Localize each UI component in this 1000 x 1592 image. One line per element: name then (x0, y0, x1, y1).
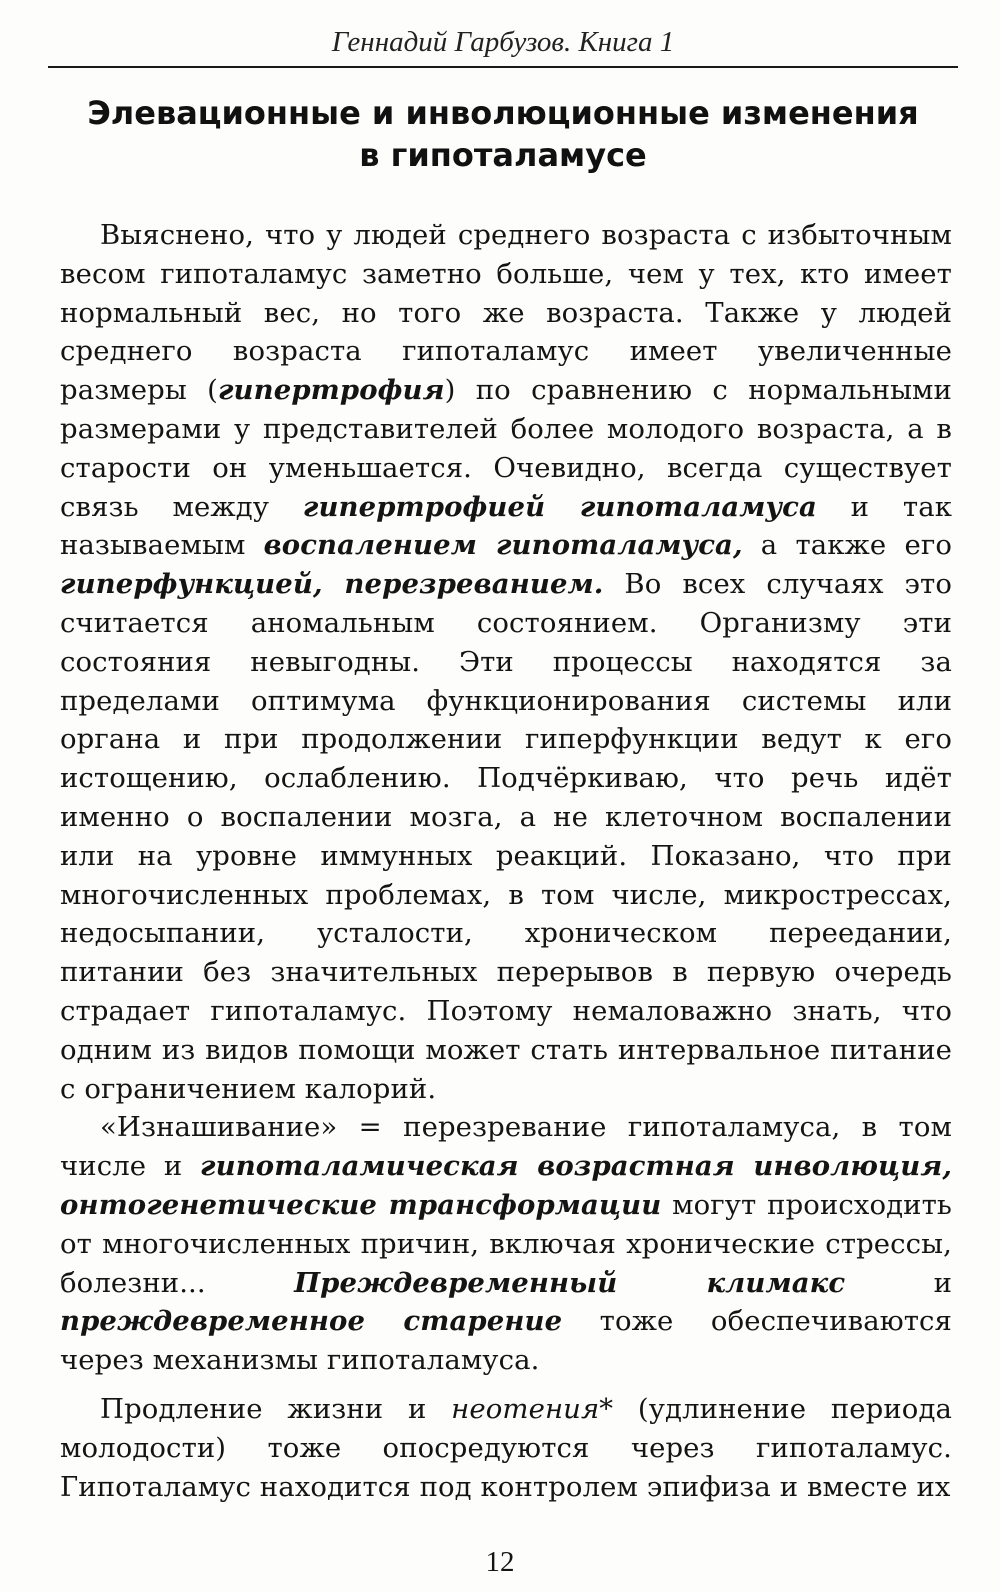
paragraph-1 (60, 216, 952, 1108)
page-number: 12 (485, 1546, 515, 1578)
emphasis-term: гипертрофией гипоталамуса (302, 490, 817, 523)
text-run: Выяснено, что у людей среднего возраста с избыточным весом гипоталамус заметно больше, чем у тех, кто имеет нормальный вес, но того же возраста. Также у людей среднего возраста гипоталамус имеет увеличенные размеры ( (60, 219, 952, 407)
text-run: и (845, 1266, 952, 1299)
emphasis-term: воспалением гипоталамуса, (263, 529, 743, 562)
text-run: Продление жизни и (100, 1392, 452, 1425)
paragraph-3 (60, 1390, 952, 1506)
emphasis-term: преждевременное старение (60, 1305, 563, 1338)
text-run: (удлинение периода молодости) тоже опосредуются через гипоталамус. Гипоталамус находится под контролем эпифиза и вместе их (60, 1392, 952, 1503)
section-title-line-1: Элевационные и инволюционные изменения (87, 94, 919, 132)
section-title-line-2: в гипоталамусе (359, 136, 647, 174)
text-run: а также его (742, 529, 952, 562)
text-run: «Изнашивание» = перезревание гипоталамуса, в том числе и (60, 1111, 952, 1183)
text-run: Во всех случаях это считается аномальным состоянием. Организму эти состояния невыгодны. Эти процессы находятся за пределами оптимума функционирования системы или органа и при продолжении гиперфункции ведут к его истощению, ослаблению. Подчёркиваю, что речь идёт именно о воспалении мозга, а не клеточном воспалении или на уровне иммунных реакций. Показано, что при многочисленных проблемах, в том числе, микрострессах, недосыпании, усталости, хроническом переедании, питании без значительных перерывов в первую очередь страдает гипоталамус. Поэтому немаловажно знать, что одним из видов помощи может стать интервальное питание с ограничением калорий. (60, 568, 952, 1105)
paragraph-2 (60, 1108, 952, 1380)
text-run: ) по сравнению с нормальными размерами у представителей более молодого возраста, а в старости он уменьшается. Очевидно, всегда существует связь между (60, 374, 952, 523)
emphasis-term: гипертрофия (217, 374, 445, 407)
body-text (60, 216, 952, 1506)
text-run: тоже обеспечиваются через механизмы гипоталамуса. (60, 1305, 953, 1377)
emphasis-term: Преждевременный климакс (294, 1266, 846, 1299)
header-divider (48, 66, 958, 68)
text-run: и так называемым (60, 490, 952, 562)
emphasis-term: гиперфункцией, перезреванием. (60, 568, 604, 601)
running-header: Геннадий Гарбузов. Книга 1 (331, 26, 675, 58)
italic-term: неотения* (451, 1392, 614, 1425)
text-run: могут происходить от многочисленных причин, включая хронические стрессы, болезни... (60, 1188, 952, 1299)
section-title (48, 92, 958, 176)
emphasis-term: гипоталамическая возрастная инволюция, онтогенетические трансформации (60, 1150, 952, 1221)
